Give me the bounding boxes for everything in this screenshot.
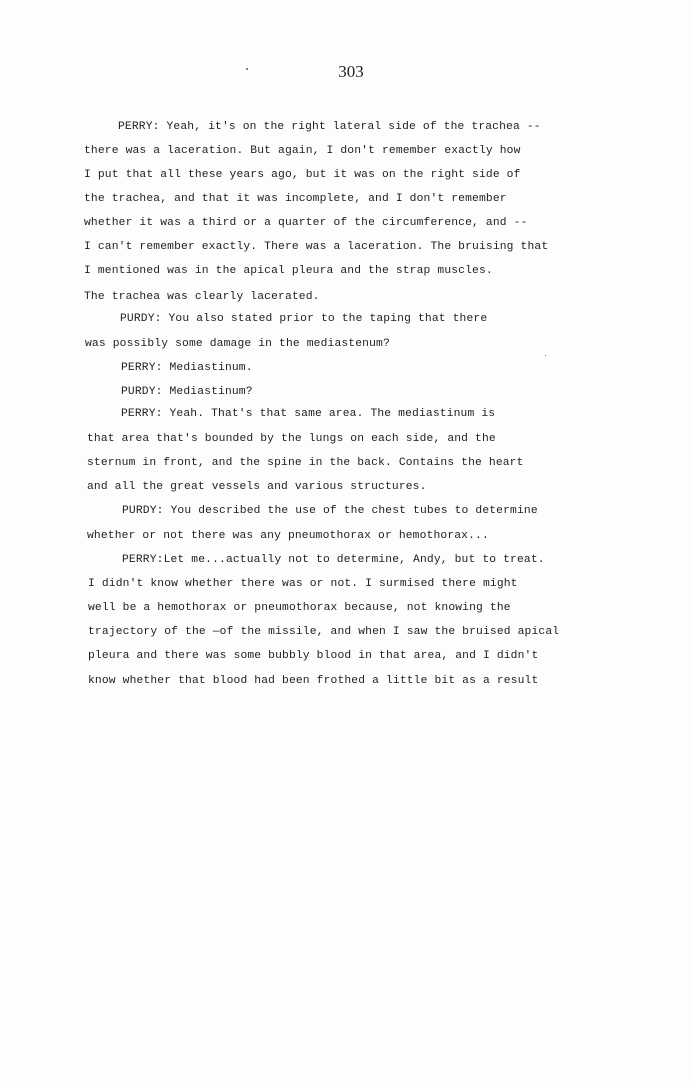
transcript-line: whether or not there was any pneumothorax or hemothorax...: [87, 530, 489, 542]
transcript-line: I mentioned was in the apical pleura and the strap muscles.: [84, 265, 493, 277]
transcript-line: and all the great vessels and various structures.: [87, 481, 427, 493]
scan-speck: [545, 355, 546, 356]
transcript-line: that area that's bounded by the lungs on each side, and the: [87, 433, 496, 445]
transcript-line: trajectory of the —of the missile, and when I saw the bruised apical: [88, 626, 560, 638]
transcript-line: The trachea was clearly lacerated.: [84, 291, 320, 303]
transcript-line: PERRY:Let me...actually not to determine, Andy, but to treat.: [122, 554, 545, 566]
transcript-line: I didn't know whether there was or not. I surmised there might: [88, 578, 518, 590]
transcript-line: know whether that blood had been frothed a little bit as a result: [88, 675, 539, 687]
transcript-line: whether it was a third or a quarter of the circumference, and --: [84, 217, 528, 229]
transcript-line: PURDY: You also stated prior to the taping that there: [120, 313, 488, 325]
transcript-line: sternum in front, and the spine in the back. Contains the heart: [87, 457, 524, 469]
transcript-line: I put that all these years ago, but it was on the right side of: [84, 169, 521, 181]
transcript-line: PURDY: Mediastinum?: [121, 386, 253, 398]
transcript-line: PERRY: Yeah, it's on the right lateral side of the trachea --: [118, 121, 541, 133]
transcript-line: I can't remember exactly. There was a laceration. The bruising that: [84, 241, 549, 253]
page-number: 303: [338, 62, 364, 81]
transcript-line: PERRY: Mediastinum.: [121, 362, 253, 374]
transcript-line: the trachea, and that it was incomplete, and I don't remember: [84, 193, 507, 205]
transcript-line: pleura and there was some bubbly blood in that area, and I didn't: [88, 650, 539, 662]
transcript-line: PERRY: Yeah. That's that same area. The mediastinum is: [121, 408, 496, 420]
transcript-line: well be a hemothorax or pneumothorax because, not knowing the: [88, 602, 511, 614]
scan-speck: [246, 68, 248, 70]
transcript-line: there was a laceration. But again, I don't remember exactly how: [84, 145, 521, 157]
transcript-line: PURDY: You described the use of the chest tubes to determine: [122, 505, 538, 517]
transcript-line: was possibly some damage in the mediastenum?: [85, 338, 390, 350]
